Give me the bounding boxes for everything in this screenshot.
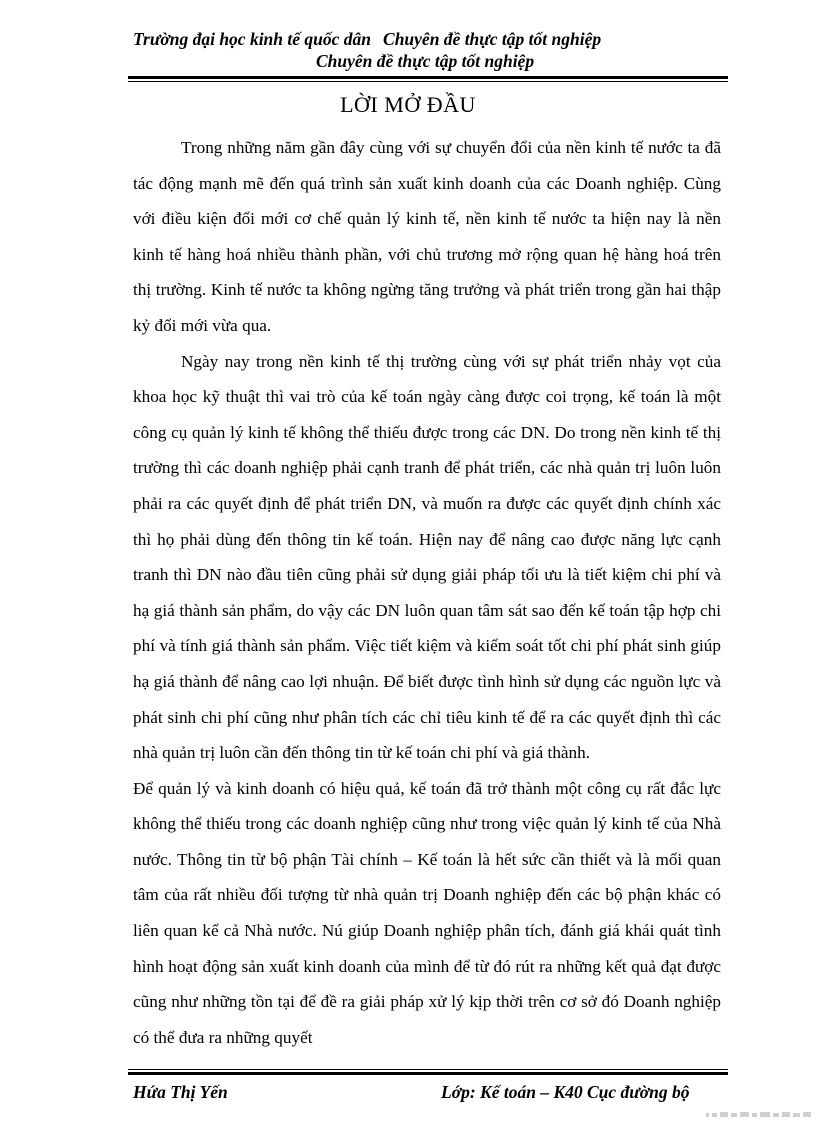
header-rule-thin (128, 81, 728, 82)
header-school: Trường đại học kinh tế quốc dân (133, 29, 372, 49)
watermark-mark (706, 1111, 812, 1119)
footer-author: Hứa Thị Yến (133, 1082, 228, 1102)
document-body (133, 130, 721, 1055)
paragraph-3: Để quản lý và kinh doanh có hiệu quả, kế toán đã trở thành một công cụ rất đắc lực không thể thiếu trong các doanh nghiệp cũng như trong việc quản lý kinh tế của Nhà nước. Thông tin từ bộ phận Tài chính – Kế toán là hết sức cần thiết và là mối quan tâm của rất nhiều đối tượng từ nhà quản trị Doanh nghiệp đến các bộ phận khác có liên quan kể cả Nhà nước. Nú giúp Doanh nghiệp phân tích, đánh giá khái quát tình hình hoạt động sản xuất kinh doanh của mình để từ đó rút ra những kết quả đạt được cũng như những tồn tại để đề ra giải pháp xử lý kịp thời trên cơ sở đó Doanh nghiệp có thể đưa ra những quyết (133, 778, 721, 1047)
header-subtitle: Chuyên đề thực tập tốt nghiệp (316, 51, 535, 71)
footer-class-info: Lớp: Kế toán – K40 Cục đường bộ (441, 1082, 690, 1102)
header-rule-thick (128, 76, 728, 79)
page-title: LỜI MỞ ĐẦU (340, 92, 476, 117)
header-report-type: Chuyên đề thực tập tốt nghiệp (383, 29, 602, 49)
paragraph-1: Trong những năm gần đây cùng với sự chuyển đổi của nền kinh tế nước ta đã tác động mạnh mẽ đến quá trình sản xuất kinh doanh của các Doanh nghiệp. Cùng với điều kiện đổi mới cơ chế quản lý kinh tế, nền kinh tế nước ta hiện nay là nền kinh tế hàng hoá nhiều thành phần, với chủ trương mở rộng quan hệ hàng hoá trên thị trường. Kinh tế nước ta không ngừng tăng trưởng và phát triển trong gần hai thập kỷ đổi mới vừa qua. (133, 138, 721, 335)
paragraph-2: Ngày nay trong nền kinh tế thị trường cùng với sự phát triển nhảy vọt của khoa học kỹ thuật thì vai trò của kế toán ngày càng được coi trọng, kế toán là một công cụ quản lý kinh tế không thể thiếu được trong các DN. Do trong nền kinh tế thị trường thì các doanh nghiệp phải cạnh tranh để phát triển, các nhà quản trị luôn luôn phải ra các quyết định để phát triển DN, và muốn ra được các quyết định chính xác thì họ phải dùng đến thông tin kế toán. Hiện nay để nâng cao được năng lực cạnh tranh thì DN nào đầu tiên cũng phải sử dụng giải pháp tối ưu là tiết kiệm chi phí và hạ giá thành sản phẩm, do vậy các DN luôn quan tâm sát sao đến kế toán tập hợp chi phí và tính giá thành sản phẩm. Việc tiết kiệm và kiểm soát tốt chi phí phát sinh giúp hạ giá thành để nâng cao lợi nhuận. Để biết được tình hình sử dụng các nguồn lực và phát sinh chi phí cũng như phân tích các chỉ tiêu kinh tế để ra các quyết định thì các nhà quản trị luôn cần đến thông tin từ kế toán chi phí và giá thành. (133, 351, 721, 763)
footer-rule-thick (128, 1072, 728, 1075)
footer-rule-thin (128, 1069, 728, 1070)
page-header (133, 29, 601, 50)
